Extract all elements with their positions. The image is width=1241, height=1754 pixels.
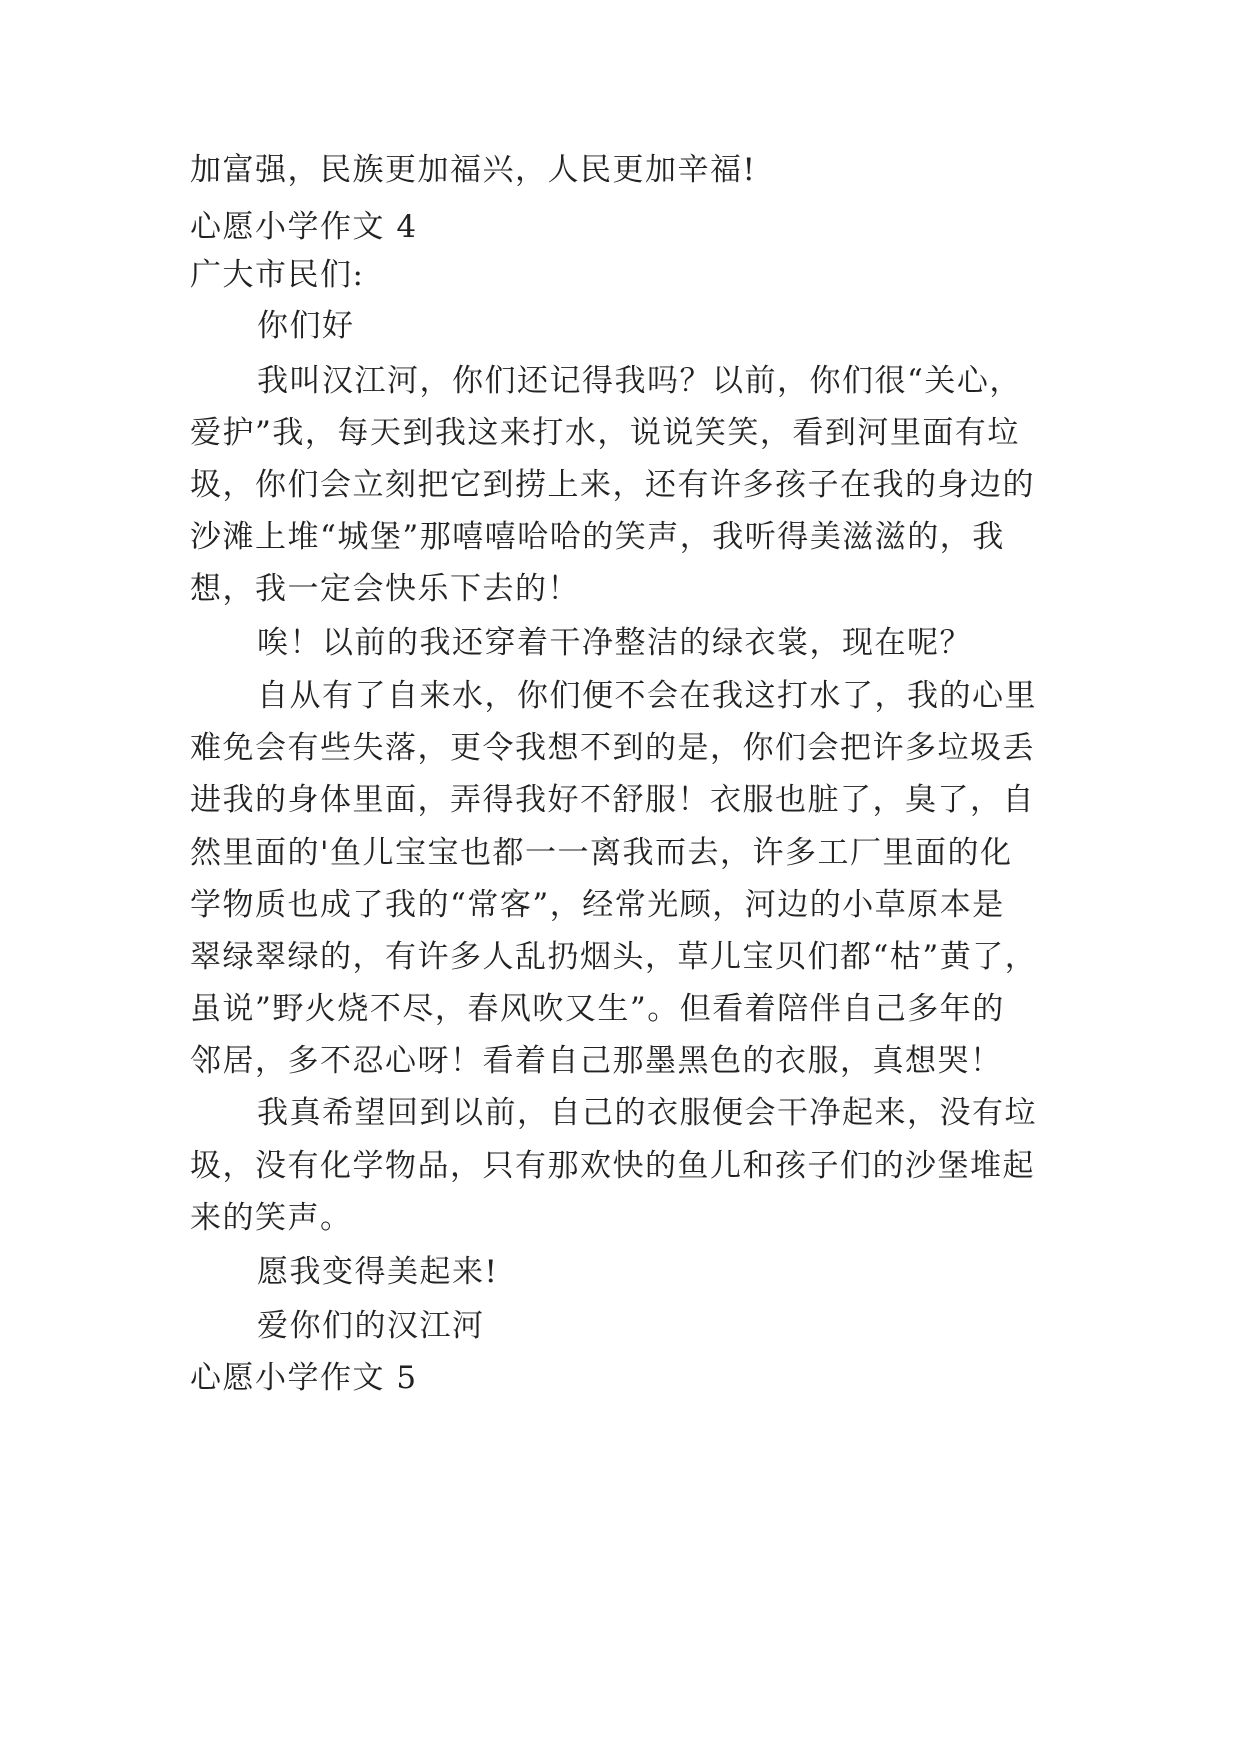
paragraph-line: 我叫汉江河，你们还记得我吗？以前，你们很“关心， bbox=[257, 363, 1022, 399]
paragraph-line: 进我的身体里面，弄得我好不舒服！衣服也脏了，臭了，自 bbox=[190, 782, 1035, 818]
paragraph-line: 圾，没有化学物品，只有那欢快的鱼儿和孩子们的沙堡堆起 bbox=[190, 1148, 1035, 1184]
paragraph-line: 沙滩上堆“城堡”那嘻嘻哈哈的笑声，我听得美滋滋的，我 bbox=[190, 519, 1005, 555]
paragraph-line: 我真希望回到以前，自己的衣服便会干净起来，没有垃 bbox=[257, 1095, 1037, 1131]
paragraph-line: 圾，你们会立刻把它到捞上来，还有许多孩子在我的身边的 bbox=[190, 467, 1035, 503]
paragraph-line: 翠绿翠绿的，有许多人乱扔烟头，草儿宝贝们都“枯”黄了， bbox=[190, 939, 1038, 975]
paragraph-line: 邻居，多不忍心呀！看着自己那墨黑色的衣服，真想哭！ bbox=[190, 1043, 1003, 1079]
paragraph-line: 自从有了自来水，你们便不会在我这打水了，我的心里 bbox=[257, 678, 1037, 714]
section-heading: 心愿小学作文 4 bbox=[190, 209, 418, 245]
greeting: 你们好 bbox=[257, 308, 355, 344]
paragraph-line: 愿我变得美起来! bbox=[257, 1254, 499, 1290]
salutation: 广大市民们: bbox=[190, 257, 365, 293]
paragraph-line: 虽说”野火烧不尽，春风吹又生”。但看着陪伴自己多年的 bbox=[190, 991, 1005, 1027]
paragraph-line: 学物质也成了我的“常客”，经常光顾，河边的小草原本是 bbox=[190, 887, 1005, 923]
paragraph-line: 来的笑声。 bbox=[190, 1200, 353, 1236]
paragraph-line: 然里面的'鱼儿宝宝也都一一离我而去，许多工厂里面的化 bbox=[190, 835, 1013, 871]
paragraph-line: 难免会有些失落，更令我想不到的是，你们会把许多垃圾丢 bbox=[190, 730, 1035, 766]
paragraph-line: 爱护”我，每天到我这来打水，说说笑笑，看到河里面有垃 bbox=[190, 415, 1020, 451]
paragraph-line: 加富强，民族更加福兴，人民更加辛福! bbox=[190, 152, 757, 188]
paragraph-line: 唉！以前的我还穿着干净整洁的绿衣裳，现在呢？ bbox=[257, 625, 972, 661]
paragraph-line: 想，我一定会快乐下去的！ bbox=[190, 571, 580, 607]
signature-line: 爱你们的汉江河 bbox=[257, 1308, 485, 1344]
section-heading: 心愿小学作文 5 bbox=[190, 1360, 418, 1396]
